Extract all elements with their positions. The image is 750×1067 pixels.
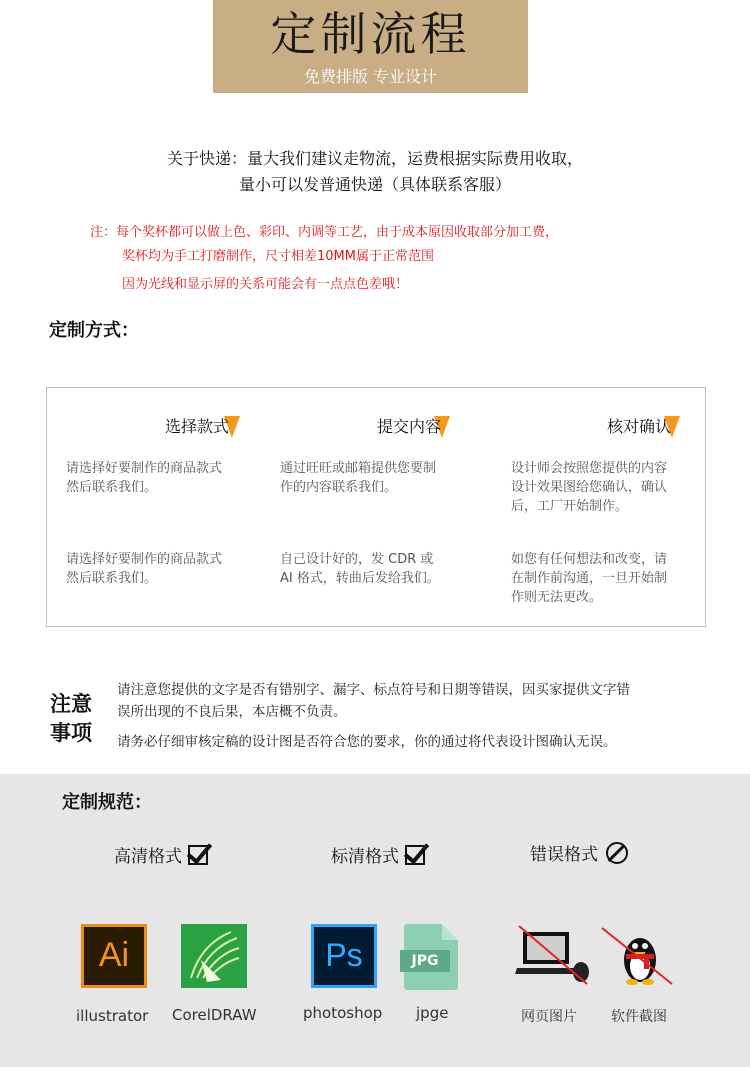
software-screenshot-label: 软件截图 [611, 1009, 667, 1025]
attention-para-2: 请务必仔细审核定稿的设计图是否符合您的要求，你的通过将代表设计图确认无误。 [117, 734, 617, 750]
prohibited-icon [606, 842, 628, 864]
web-image-icon [515, 924, 595, 988]
step-desc: 如您有任何想法和改变，请 在制作前沟通，一旦开始制 作则无法更改。 [511, 552, 668, 605]
step-desc: 自己设计好的，发 CDR 或 AI 格式，转曲后发给我们。 [280, 552, 440, 586]
step-desc: 请选择好要制作的商品款式 然后联系我们。 [66, 552, 223, 586]
notice-line-3: 因为光线和显示屏的关系可能会有一点点色差哦！ [122, 277, 409, 292]
check-icon [405, 845, 425, 865]
notice-line-2: 奖杯均为手工打磨制作，尺寸相差10MM属于正常范围 [122, 249, 434, 264]
page-subtitle: 免费排版 专业设计 [303, 67, 438, 86]
custom-method-box [46, 387, 706, 627]
custom-method-title: 定制方式： [49, 320, 139, 341]
jpg-file-icon: JPG [404, 924, 458, 990]
wrong-format-label: 错误格式 [530, 840, 628, 865]
step-desc: 通过旺旺或邮箱提供您要制 作的内容联系我们。 [280, 461, 437, 495]
header-banner [213, 0, 528, 93]
coreldraw-icon [181, 924, 247, 988]
check-icon [188, 845, 208, 865]
step-desc: 请选择好要制作的商品款式 然后联系我们。 [66, 461, 223, 495]
notice-line-1: 注：每个奖杯都可以做上色、彩印、内调等工艺，由于成本原因收取部分加工费， [90, 225, 559, 240]
coreldraw-label: CorelDRAW [172, 1006, 257, 1024]
spec-title: 定制规范： [62, 792, 152, 813]
step-desc: 设计师会按照您提供的内容 设计效果图给您确认，确认 后，工厂开始制作。 [511, 461, 668, 514]
page-title: 定制流程 [270, 7, 471, 61]
spec-section [0, 774, 750, 1067]
illustrator-icon: Ai [81, 924, 147, 988]
step-select-style [102, 388, 292, 438]
software-screenshot-icon [600, 924, 680, 988]
step-head: 选择款式 [102, 414, 292, 438]
hd-format-label: 高清格式 [114, 842, 208, 867]
sd-format-label: 标清格式 [331, 842, 425, 867]
jpg-label: jpge [416, 1004, 449, 1022]
photoshop-icon: Ps [311, 924, 377, 988]
photoshop-label: photoshop [303, 1004, 383, 1022]
web-image-label: 网页图片 [521, 1009, 577, 1025]
attention-para-1: 请注意您提供的文字是否有错别字、漏字、标点符号和日期等错误，因买家提供文字错 误所出现的不良后果，本店概不负责。 [117, 682, 630, 720]
express-info [0, 146, 750, 198]
express-line-2: 量小可以发普通快递（具体联系客服） [238, 175, 511, 194]
illustrator-label: illustrator [76, 1007, 149, 1025]
step-confirm [544, 388, 734, 438]
step-submit-content [314, 388, 504, 438]
step-head: 核对确认 [544, 414, 734, 438]
attention-label: 注意 事项 [50, 692, 92, 745]
step-head: 提交内容 [314, 414, 504, 438]
express-line-1: 关于快递：量大我们建议走物流，运费根据实际费用收取， [166, 149, 583, 168]
